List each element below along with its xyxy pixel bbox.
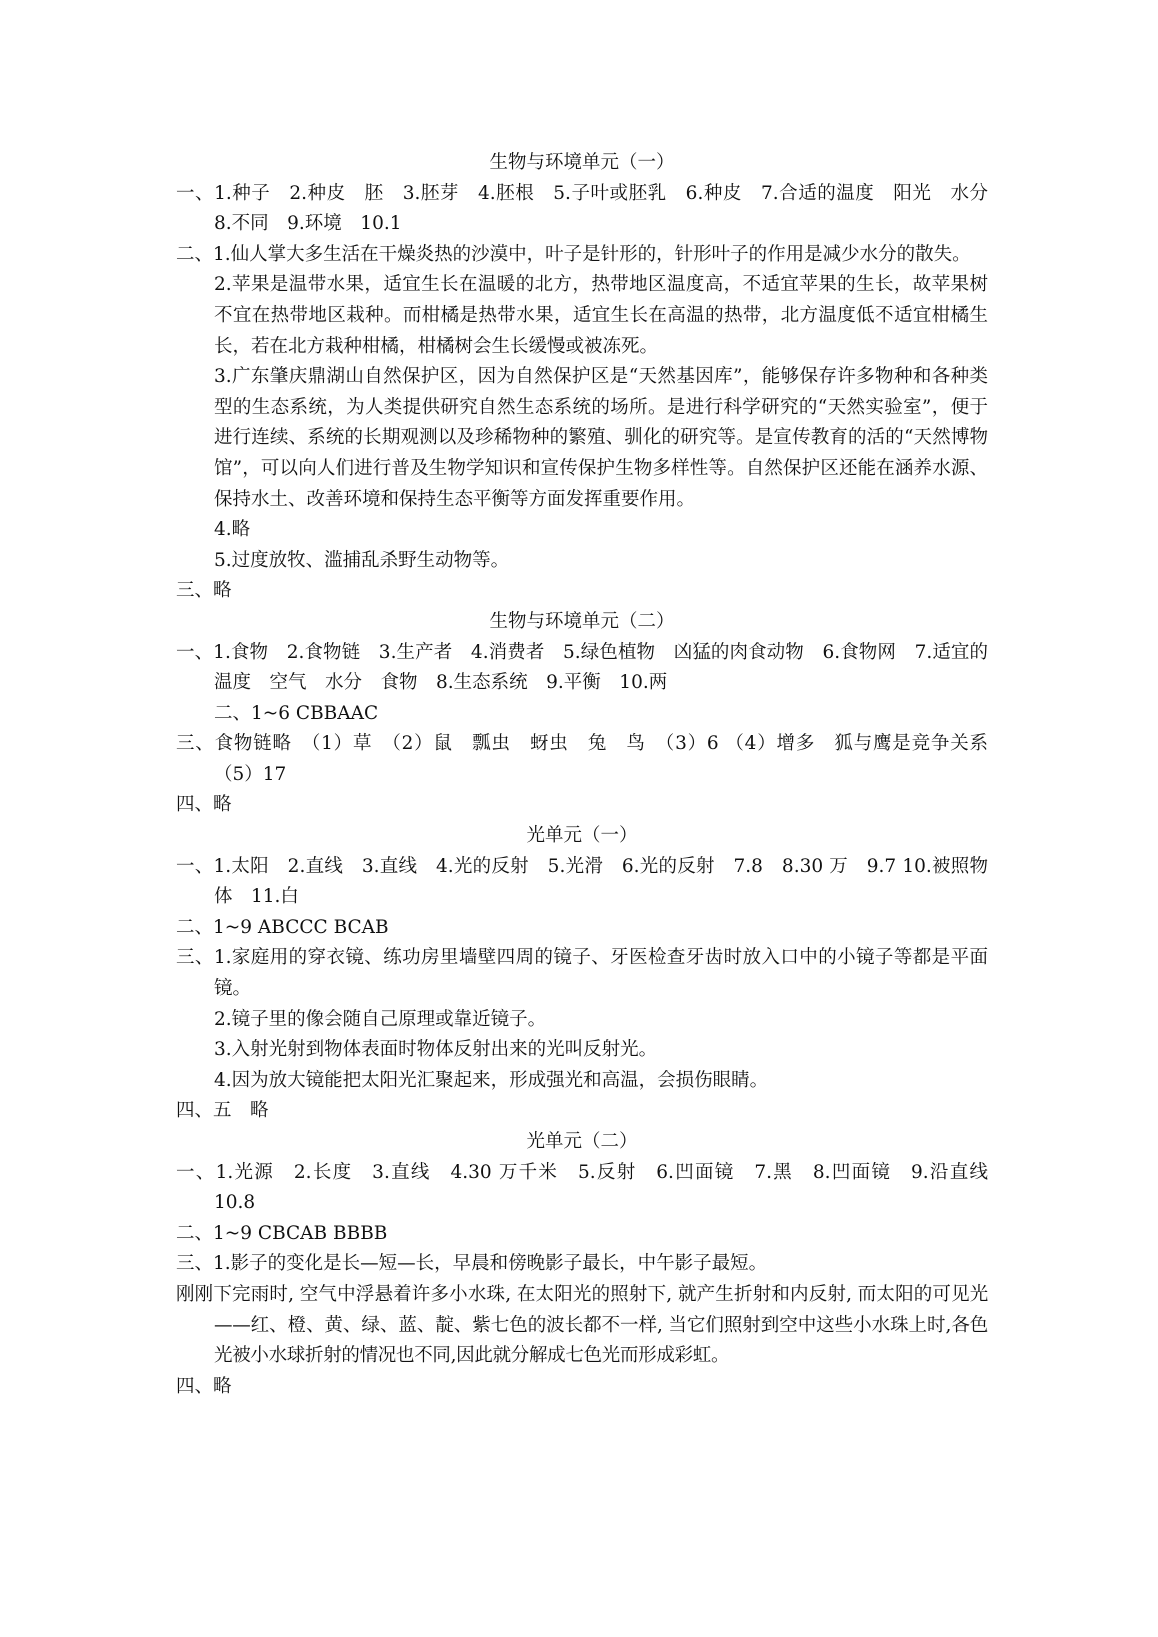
answer-line: 2.苹果是温带水果，适宜生长在温暖的北方，热带地区温度高，不适宜苹果的生长，故苹果树不宜在热带地区栽种。而柑橘是热带水果，适宜生长在高温的热带，北方温度低不适宜柑橘生长，若在北方栽种柑橘，柑橘树会生长缓慢或被冻死。 bbox=[214, 274, 988, 357]
answer-line: 4.因为放大镜能把太阳光汇聚起来，形成强光和高温，会损伤眼睛。 bbox=[214, 1069, 769, 1091]
answer-line: 刚刚下完雨时, 空气中浮悬着许多小水珠, 在太阳光的照射下, 就产生折射和内反射, 而太阳的可见光——红、橙、黄、绿、蓝、靛、紫七色的波长都不一样, 当它们照射到空中这些小水珠上时,各色光被小水球折射的情况也不同,因此就分解成七色光而形成彩虹。 bbox=[176, 1283, 988, 1367]
answer-line: 二、1~6 CBBAAC bbox=[214, 702, 379, 724]
section-title: 光单元（一） bbox=[526, 825, 638, 847]
section-title: 光单元（二） bbox=[526, 1131, 638, 1152]
answer-line: 一、1.太阳 2.直线 3.直线 4.光的反射 5.光滑 6.光的反射 7.8 8.30 万 9.7 10.被照物体 11.白 bbox=[176, 855, 988, 908]
answer-line: 3.入射光射到物体表面时物体反射出来的光叫反射光。 bbox=[214, 1039, 658, 1061]
answer-line: 四、五 略 bbox=[176, 1100, 269, 1122]
answer-line: 一、1.种子 2.种皮 胚 3.胚芽 4.胚根 5.子叶或胚乳 6.种皮 7.合适的温度 阳光 水分 8.不同 9.环境 10.1 bbox=[176, 182, 1007, 235]
section-title: 生物与环境单元（二） bbox=[489, 610, 675, 632]
answer-line: 三、食物链略 （1）草 （2）鼠 瓢虫 蚜虫 兔 鸟 （3）6 （4）增多 狐与鹰是竞争关系 （5）17 bbox=[176, 733, 1007, 785]
section-title: 生物与环境单元（一） bbox=[489, 152, 675, 173]
answer-line: 一、1.食物 2.食物链 3.生产者 4.消费者 5.绿色植物 凶猛的肉食动物 6.食物网 7.适宜的温度 空气 水分 食物 8.生态系统 9.平衡 10.两 bbox=[176, 641, 988, 694]
answer-line: 3.广东肇庆鼎湖山自然保护区，因为自然保护区是“天然基因库”，能够保存许多物种和各种类型的生态系统，为人类提供研究自然生态系统的场所。是进行科学研究的“天然实验室”，便于进行连续、系统的长期观测以及珍稀物种的繁殖、驯化的研究等。是宣传教育的活的“天然博物馆”，可以向人们进行普及生物学知识和宣传保护生物多样性等。自然保护区还能在涵养水源、保持水土、改善环境和保持生态平衡等方面发挥重要作用。 bbox=[214, 366, 988, 510]
answer-line: 四、略 bbox=[176, 1375, 232, 1397]
answer-line: 一、1.光源 2.长度 3.直线 4.30 万千米 5.反射 6.凹面镜 7.黑 8.凹面镜 9.沿直线 10.8 bbox=[176, 1161, 1007, 1214]
answer-line: 三、略 bbox=[176, 580, 232, 602]
answer-line: 二、1~9 ABCCC BCAB bbox=[176, 916, 389, 938]
answer-line: 4.略 bbox=[214, 519, 251, 541]
answer-document bbox=[176, 148, 1007, 1402]
answer-line: 二、1~9 CBCAB BBBB bbox=[176, 1222, 388, 1244]
answer-line: 三、1.家庭用的穿衣镜、练功房里墙壁四周的镜子、牙医检查牙齿时放入口中的小镜子等都是平面镜。 bbox=[176, 947, 988, 1000]
answer-line: 二、1.仙人掌大多生活在干燥炎热的沙漠中，叶子是针形的，针形叶子的作用是减少水分的散失。 bbox=[176, 243, 971, 265]
answer-line: 5.过度放牧、滥捕乱杀野生动物等。 bbox=[214, 549, 510, 571]
answer-line: 四、略 bbox=[176, 794, 232, 816]
answer-line: 三、1.影子的变化是长—短—长，早晨和傍晚影子最长，中午影子最短。 bbox=[176, 1253, 768, 1275]
answer-line: 2.镜子里的像会随自己原理或靠近镜子。 bbox=[214, 1008, 547, 1030]
